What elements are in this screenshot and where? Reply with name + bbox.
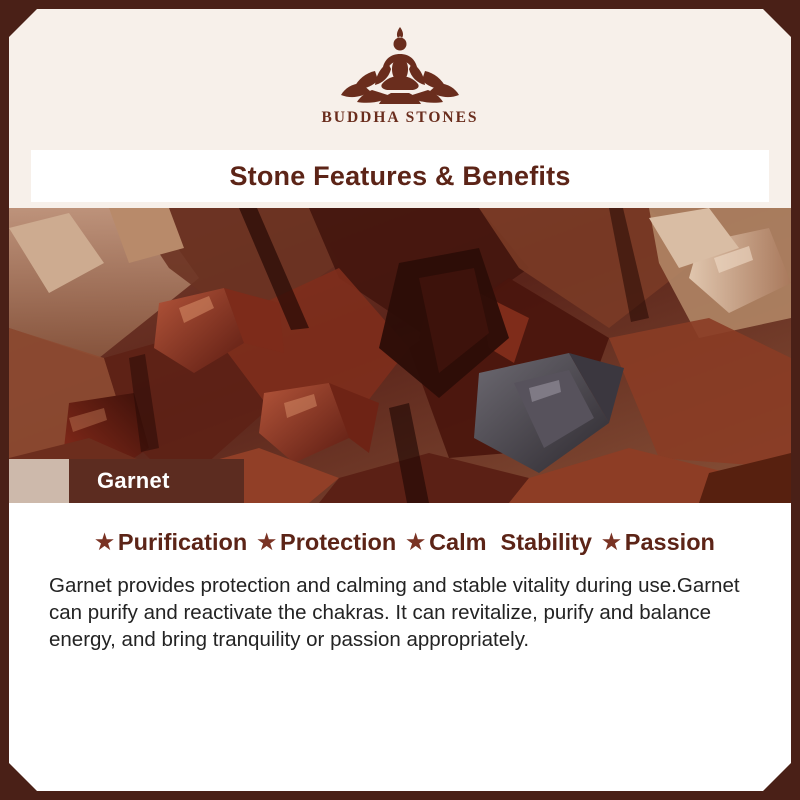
star-icon: ★ xyxy=(406,531,426,554)
keyword-label: Calm xyxy=(429,529,487,555)
stone-name: Garnet xyxy=(97,468,170,493)
corner-bottom-right xyxy=(754,754,800,800)
caption-left-block xyxy=(9,459,69,503)
benefits-section xyxy=(9,503,791,788)
keyword-item xyxy=(501,529,592,556)
star-icon: ★ xyxy=(257,531,277,554)
hero-image xyxy=(9,208,791,503)
star-icon: ★ xyxy=(601,531,621,554)
bottom-spacer xyxy=(9,788,791,791)
keyword-item xyxy=(396,529,486,556)
lotus-meditation-icon xyxy=(341,27,459,105)
corner-bottom-left xyxy=(0,754,46,800)
keyword-label: Purification xyxy=(117,529,248,555)
stone-name-tab xyxy=(69,459,244,503)
keyword-label: Passion xyxy=(624,529,715,555)
keyword-item xyxy=(592,529,715,556)
keyword-label: Protection xyxy=(280,529,397,555)
keyword-list xyxy=(37,523,763,568)
star-icon: ★ xyxy=(95,531,114,554)
brand-name: BUDDHA STONES xyxy=(321,109,479,126)
header xyxy=(9,9,791,144)
keyword-label: Stability xyxy=(500,529,592,555)
poster-inner xyxy=(9,9,791,791)
benefits-description: Garnet provides protection and calming and stable vitality during use.Garnet can purify and reactivate the chakras. It can revitalize, purify and balance energy, and bring tranquility or passion appropriately. xyxy=(49,574,740,652)
title-band xyxy=(31,150,769,202)
keyword-item xyxy=(85,529,247,556)
corner-top-right xyxy=(754,0,800,46)
corner-top-left xyxy=(0,0,46,46)
page-title: Stone Features & Benefits xyxy=(229,160,571,191)
keyword-item xyxy=(247,529,396,556)
